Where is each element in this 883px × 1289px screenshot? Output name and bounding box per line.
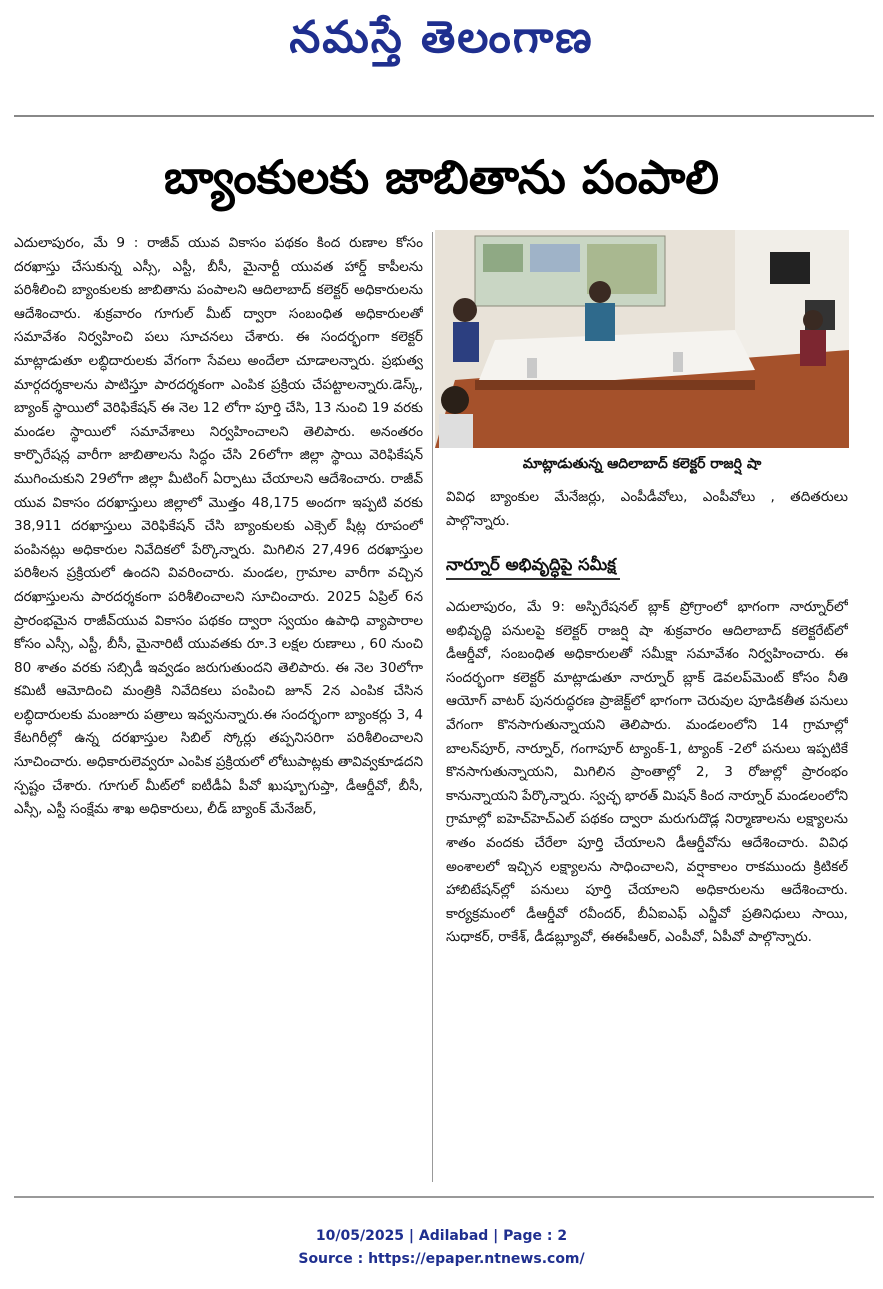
meeting-room-illustration	[435, 230, 849, 448]
footer-date-edition: 10/05/2025 | Adilabad | Page : 2	[315, 1228, 568, 1244]
second-story-column	[446, 596, 848, 1181]
footer-source-link[interactable]: Source : https://epaper.ntnews.com/	[298, 1251, 585, 1267]
main-story-continuation	[446, 486, 848, 533]
main-story-text: ఎదులాపురం, మే 9 : రాజీవ్ యువ వికాసం పథకం కింద రుణాల కోసం దరఖాస్తు చేసుకున్న ఎస్సీ, ఎస్టీ, బీసీ, మైనార్టీ యువత హార్డ్ కాపీలను పరిశీలించి బ్యాంకులకు జాబితాను పంపాలని ఆదిలాబాద్ కలెక్టర్ అధికారులను ఆదేశించారు. శుక్రవారం గూగుల్ మీట్ ద్వారా సంబంధిత అధికారులతో సమావేశం నిర్వహించి పలు సూచనలు చేశారు. ఈ సందర్భంగా కలెక్టర్ మాట్లాడుతూ లబ్ధిదారులకు వేగంగా సేవలు అందేలా చూడాలన్నారు. ప్రభుత్వ మార్గదర్శకాలను పాటిస్తూ పారదర్శకంగా ఎంపిక ప్రక్రియ చేపట్టాలన్నారు.డెస్క్, బ్యాంక్ స్థాయిలో వెరిఫికేషన్ ఈ నెల 12 లోగా పూర్తి చేసి, 13 నుంచి 19 వరకు మండల స్థాయిలో సమావేశాలు నిర్వహించాలని తెలిపారు. అనంతరం కార్పొరేషన్ల వారీగా జాబితాలను సిద్ధం చేసి 26లోగా జిల్లా స్థాయి వెరిఫికేషన్ ముగించుకుని 29లోగా జిల్లా మీటింగ్ ఏర్పాటు చేయాలని ఆదేశించారు. రాజీవ్ యువ వికాసం దరఖాస్తులు జిల్లాలో మొత్తం 48,175 అందగా ఇప్పటి వరకు 38,911 దరఖాస్తులు వెరిఫికేషన్ చేసి బ్యాంకులకు ఎక్సెల్ షీట్ల రూపంలో పంపినట్లు అధికారుల నివేదికలో పేర్కొన్నారు. మిగిలిన 27,496 దరఖాస్తుల పరిశీలన ప్రక్రియలో ఉందని వివరించారు. మండల, గ్రామాల వారీగా వచ్చిన దరఖాస్తులను పారదర్శకంగా పరిశీలించాలని సూచించారు. 2025 ఏప్రిల్ 6న ప్రారంభమైన రాజీవ్‌యువ వికాసం పథకం ద్వారా స్వయం ఉపాధి వ్యాపారాల కోసం ఎస్సీ, ఎస్టీ, బీసీ, మైనారిటీ యువతకు రూ.3 లక్షల రుణాలు , 60 నుంచి 80 శాతం వరకు సబ్సిడీ ఇవ్వడం జరుగుతుందని తెలిపారు. ఈ నెల 30లోగా కమిటీ ఆమోదించి మంత్రికి నివేదికలు పంపించి జూన్ 2న ఎంపిక చేసిన లబ్ధిదారులకు మంజూరు పత్రాలు ఇవ్వనున్నారు.ఈ సందర్భంగా బ్యాంకర్లు 3, 4 కేటగిరీల్లో ఉన్న దరఖాస్తుల సిబిల్ స్కోర్లు తప్పనిసరిగా పరిశీలించాలని సూచించారు. అధికారులెవ్వరూ ఎంపిక ప్రక్రియలో లోటుపాట్లకు తావివ్వకూడదని స్పష్టం చేశారు. గూగుల్ మీట్‌లో ఐటీడీఏ పీవో ఖుష్బూగుప్తా, డీఆర్డీవో, బీసీ, ఎస్సీ, ఎస్టీ సంక్షేమ శాఖ అధికారులు, లీడ్ బ్యాంక్ మేనేజర్,	[14, 235, 423, 818]
sub-headline: నార్నూర్ అభివృద్ధిపై సమీక్ష	[446, 552, 620, 580]
column-divider	[432, 232, 433, 1182]
second-story-text: ఎదులాపురం, మే 9: అస్పిరేషనల్ బ్లాక్ ప్రోగ్రాంలో భాగంగా నార్నూర్‌లో అభివృద్ధి పనులపై కలెక్టర్ రాజర్షి షా శుక్రవారం ఆదిలాబాద్ కలెక్టరేట్‌లో డీఆర్డీవో, సంబంధిత అధికారులతో సమీక్షా సమావేశం నిర్వహించారు. ఈ సందర్భంగా కలెక్టర్ మాట్లాడుతూ నార్నూర్ బ్లాక్ డెవలప్‌మెంట్ కోసం నీతి ఆయోగ్ వాటర్ పునరుద్ధరణ ప్రాజెక్ట్‌లో భాగంగా చెరువుల పూడికతీత పనులు వేగంగా కొనసాగుతున్నాయని తెలిపారు. మండలంలోని 14 గ్రామాల్లో బాలన్‌పూర్, నార్నూర్, గంగాపూర్ ట్యాంక్-1, ట్యాంక్ -2లో పనులు ఇప్పటికే కొనసాగుతున్నాయని, మిగిలిన ప్రాంతాల్లో 2, 3 రోజుల్లో ప్రారంభం కానున్నాయని పేర్కొన్నారు. స్వచ్ఛ భారత్ మిషన్ కింద నార్నూర్ మండలంలోని గ్రామాల్లో ఐహెచ్‌హెచ్ఎల్ పథకం ద్వారా మరుగుదొడ్ల నిర్మాణాలను లక్ష్యాలను శాతం వందకు చేరేలా పూర్తి చేయాలని డీఆర్డీవోను ఆదేశించారు. వివిధ అంశాలలో ఇచ్చిన లక్ష్యాలను సాధించాలని, వర్షాకాలం రాకముందు క్రిటికల్ హాబిటేషన్‌ల్లో పనులు పూర్తి చేయాలని అధికారులను ఆదేశించారు. కార్యక్రమంలో డీఆర్డీవో రవీందర్, బీఏఐఎఫ్ ఎన్జీవో ప్రతినిధులు సాయి, సుధాకర్, రాకేశ్, డీడబ్ల్యూవో, ఈఈపీఆర్, ఎంపీవో, ఏపీవో పాల్గొన్నారు.	[446, 599, 848, 946]
main-story-continuation-text: వివిధ బ్యాంకుల మేనేజర్లు, ఎంపీడీవోలు, ఎంపీవోలు , తదితరులు పాల్గొన్నారు.	[446, 489, 848, 529]
footer-rule	[14, 1196, 874, 1198]
masthead-rule	[14, 115, 874, 117]
masthead-logo: నమస్తే తెలంగాణ	[289, 12, 594, 63]
main-story-column	[14, 232, 423, 1182]
news-photo	[435, 230, 849, 448]
photo-caption: మాట్లాడుతున్న ఆదిలాబాద్ కలెక్టర్ రాజర్షి షా	[522, 456, 762, 472]
headline: బ్యాంకులకు జాబితాను పంపాలి	[163, 150, 719, 204]
